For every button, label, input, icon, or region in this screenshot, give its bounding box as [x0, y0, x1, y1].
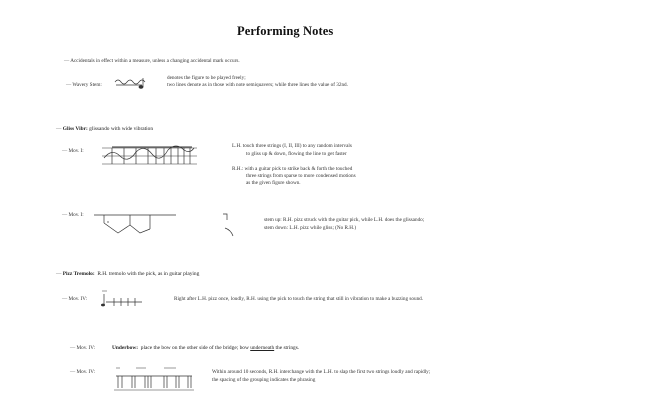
mov1a-rh-2: three strings from sparse to more condensed motions	[246, 173, 356, 179]
mov1b-figure	[90, 210, 180, 236]
gliss-vibr-label: Gliss Vibr:	[62, 126, 88, 132]
pizz-tremolo-desc: R.H. tremolo with the pick, as in guitar playing	[97, 271, 200, 277]
mov1b-label-text: Mov. I:	[68, 212, 84, 218]
mov4-underbow-label: — Mov. IV:	[70, 345, 96, 351]
mov1b-label: — Mov. I:	[62, 212, 84, 218]
pizz-tremolo-heading: — Pizz Tremolo: R.H. tremolo with the pick, as in guitar playing	[56, 271, 200, 277]
pizz-tremolo-label: Pizz Tremolo:	[62, 271, 95, 277]
mov1a-rh-1: R.H.: with a guitar pick to strike back & forth the touched	[232, 166, 353, 172]
underbow-line	[112, 345, 299, 351]
page-title: Performing Notes	[237, 24, 334, 38]
wavery-desc-1: denotes the figure to be played freely;	[167, 75, 246, 81]
wavery-desc-2: two lines denote as in those with note semiquavers; while three lines the value of 32nd.	[167, 82, 348, 88]
mov1b-stem-up: stem up: R.H. pizz struck with the guitar pick, while L.H. does the glissando;	[264, 217, 425, 223]
underbow-desc-pre: place the bow on the other side of the bridge; bow	[140, 345, 249, 351]
gliss-vibr-heading: — Gliss Vibr: glissando with wide vibration	[56, 126, 154, 132]
pizz-tremolo-figure	[96, 288, 146, 310]
mov1a-lh-2: to gliss up & down, flowing the line to get faster	[246, 151, 347, 157]
mov4-pizz-desc: Right after L.H. pizz once, loudly, R.H. using the pick to touch the string that still in vibration to make a buzzing sound.	[174, 296, 424, 302]
mov4-slap-label: — Mov. IV:	[70, 369, 96, 375]
accidentals-note: — Accidentals in effect within a measure, unless a changing accidental mark occurs.	[64, 58, 240, 64]
mov1a-lh-1: L.H. touch three strings (I, II, III) to any random intervals	[232, 143, 352, 149]
mov4-pizz-label: — Mov. IV:	[62, 296, 88, 302]
mov1a-label: — Mov. I:	[62, 148, 84, 154]
slap-desc-2: the spacing of the grouping indicates the phrasing	[212, 377, 316, 383]
underbow-desc-post: the strings.	[275, 345, 300, 351]
slap-figure	[112, 364, 198, 394]
accidentals-text: Accidentals in effect within a measure, unless a changing accidental mark occurs.	[70, 58, 240, 64]
mov1a-rh-3: as the given figure shown.	[246, 180, 301, 186]
mov1a-label-text: Mov. I:	[68, 148, 84, 154]
mov1a-figure	[92, 144, 202, 170]
underbow-label: Underbow:	[112, 345, 139, 351]
mov1b-stem-down: stem down: L.H. pizz while gliss; (No R.H.)	[264, 225, 357, 231]
underbow-desc-underlined: underneath	[250, 345, 275, 351]
mov4-underbow-label-text: Mov. IV:	[76, 345, 96, 351]
wavery-stem-label-text: Wavery Stem:	[72, 82, 102, 88]
gliss-vibr-desc: glissando with wide vibration	[89, 126, 154, 132]
slap-desc-1: Within around 10 seconds, R.H. interchange with the L.H. to slap the first two strings loudly and rapidly;	[212, 369, 431, 375]
mov4-pizz-label-text: Mov. IV:	[68, 296, 88, 302]
wavery-stem-label: — Wavery Stem:	[66, 82, 102, 88]
wavery-stem-figure	[114, 76, 148, 92]
gliss-curve-icon	[221, 212, 241, 238]
mov4-slap-label-text: Mov. IV:	[76, 369, 96, 375]
